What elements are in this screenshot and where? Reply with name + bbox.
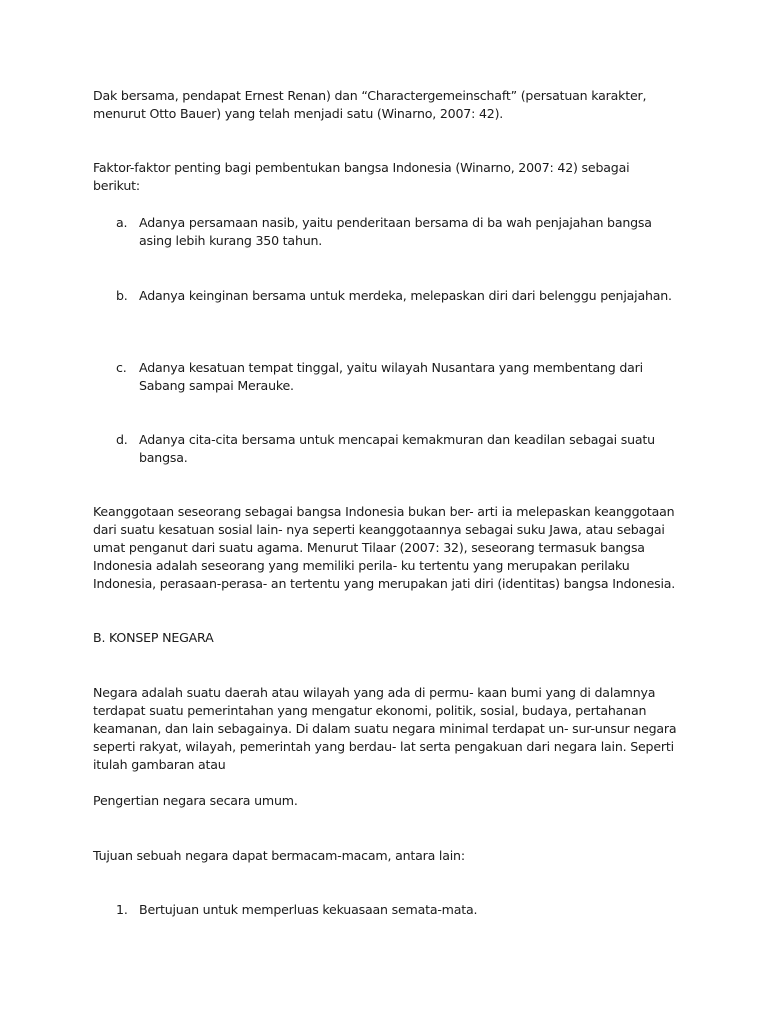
- paragraph-factors-intro: Faktor-faktor penting bagi pembentukan bangsa Indonesia (Winarno, 2007: 42) sebagai berikut:: [93, 160, 630, 193]
- list-item-text: Adanya kesatuan tempat tinggal, yaitu wilayah Nusantara yang membentang dari Sabang sampai Merauke.: [139, 360, 643, 393]
- list-marker: 1.: [116, 902, 128, 917]
- list-marker: c.: [116, 360, 127, 375]
- section-heading: B. KONSEP NEGARA: [93, 630, 214, 645]
- list-marker: a.: [116, 215, 128, 230]
- list-item-factor-d: [116, 431, 678, 467]
- list-marker: b.: [116, 288, 128, 303]
- list-item-text: Bertujuan untuk memperluas kekuasaan semata-mata.: [139, 902, 478, 917]
- paragraph-negara: Negara adalah suatu daerah atau wilayah yang ada di permu- kaan bumi yang di dalamnya terdapat suatu pemerintahan yang mengatur ekonomi, politik, sosial, budaya, pertahanan keamanan, dan lain sebagainya. Di dalam suatu negara minimal terdapat un- sur-unsur negara seperti rakyat, wilayah, pemerintah yang berdau- lat serta pengakuan dari negara lain. Seperti itulah gambaran atau: [93, 685, 677, 772]
- paragraph-tujuan-intro: Tujuan sebuah negara dapat bermacam-macam, antara lain:: [93, 848, 465, 863]
- paragraph-continuation: Dak bersama, pendapat Ernest Renan) dan “Charactergemeinschaft” (persatuan karakter, menurut Otto Bauer) yang telah menjadi satu (Winarno, 2007: 42).: [93, 88, 647, 121]
- list-item-text: Adanya keinginan bersama untuk merdeka, melepaskan diri dari belenggu penjajahan.: [139, 288, 672, 303]
- list-item-factor-a: [116, 214, 678, 250]
- list-marker: d.: [116, 432, 128, 447]
- list-item-text: Adanya cita-cita bersama untuk mencapai kemakmuran dan keadilan sebagai suatu bangsa.: [139, 432, 655, 465]
- list-item-text: Adanya persamaan nasib, yaitu penderitaan bersama di ba wah penjajahan bangsa asing lebih kurang 350 tahun.: [139, 215, 652, 248]
- list-item-tujuan-1: [116, 901, 678, 919]
- list-item-factor-b: [116, 287, 678, 305]
- list-item-factor-c: [116, 359, 678, 395]
- paragraph-pengertian: Pengertian negara secara umum.: [93, 793, 298, 808]
- paragraph-membership: Keanggotaan seseorang sebagai bangsa Indonesia bukan ber- arti ia melepaskan keanggotaan dari suatu kesatuan sosial lain- nya seperti keanggotaannya sebagai suku Jawa, atau sebagai umat penganut dari suatu agama. Menurut Tilaar (2007: 32), seseorang termasuk bangsa Indonesia adalah seseorang yang memiliki perila- ku tertentu yang merupakan perilaku Indonesia, perasaan-perasa- an tertentu yang merupakan jati diri (identitas) bangsa Indonesia.: [93, 504, 676, 591]
